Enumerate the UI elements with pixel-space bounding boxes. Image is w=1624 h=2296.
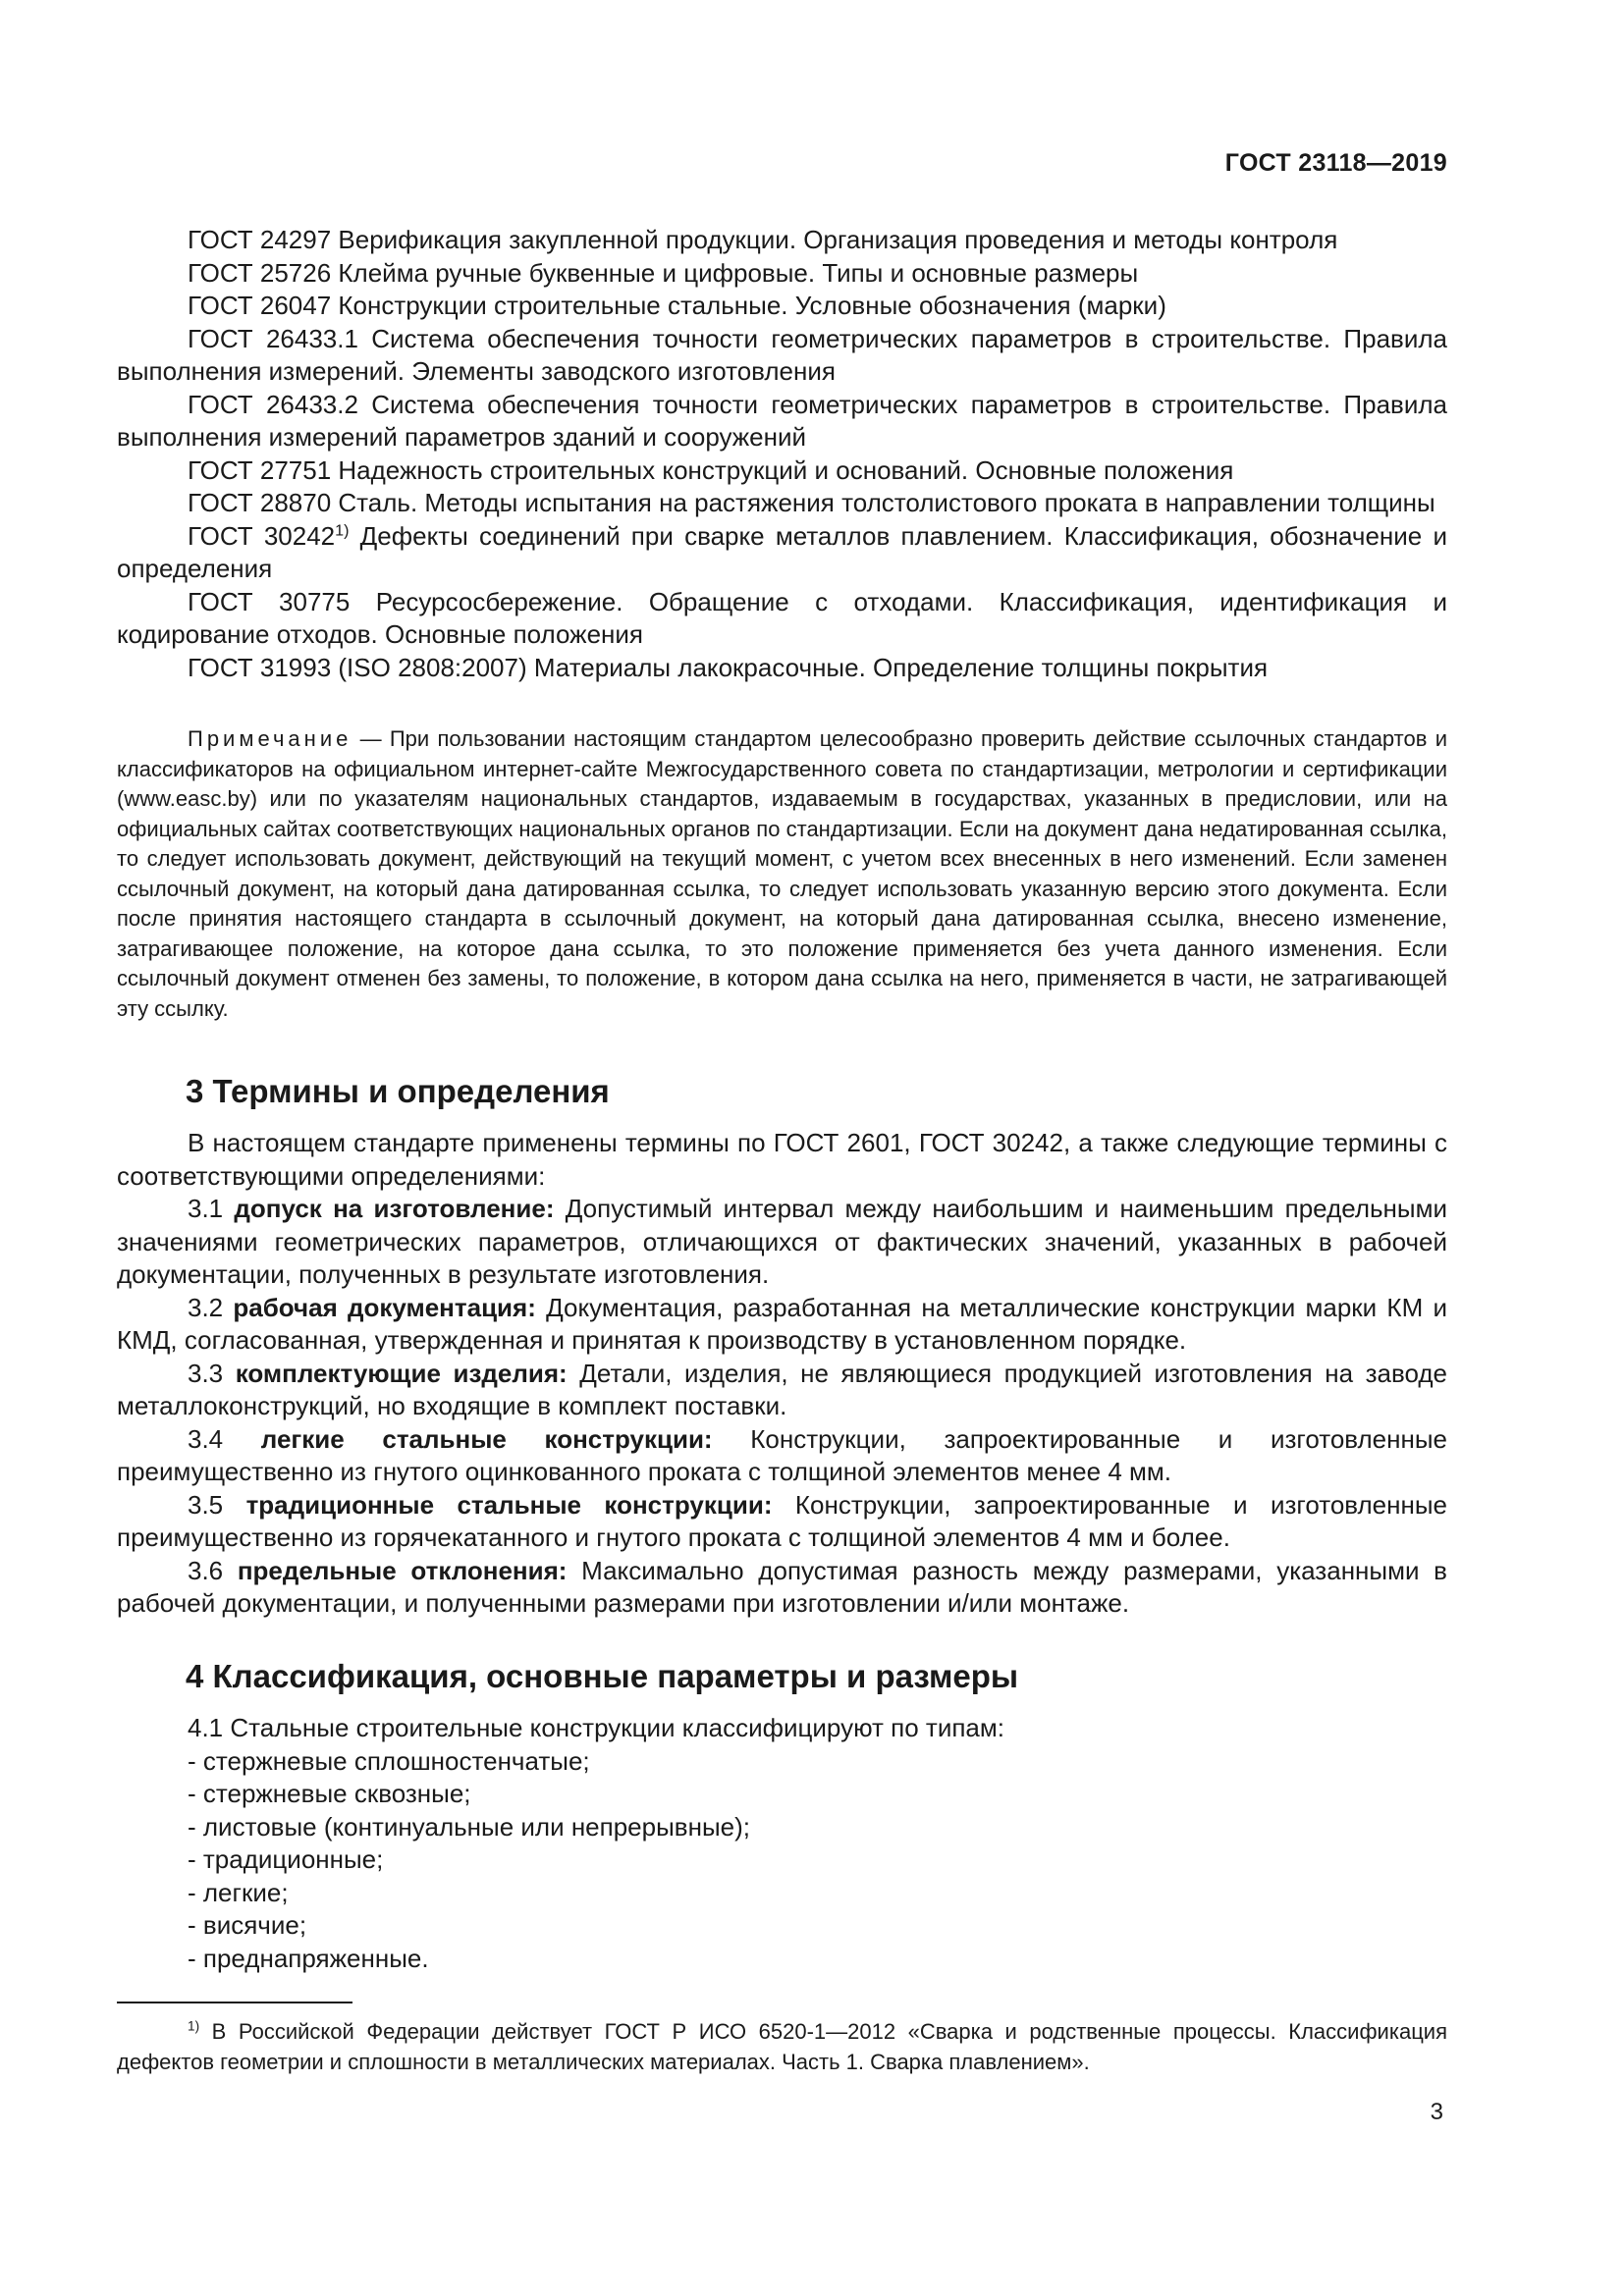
section-4-heading: 4 Классификация, основные параметры и размеры — [186, 1658, 1019, 1694]
list-item: - стержневые сплошностенчатые; — [188, 1745, 590, 1776]
reference-item: ГОСТ 25726 Клейма ручные буквенные и цифровые. Типы и основные размеры — [188, 257, 1139, 288]
document-code-header: ГОСТ 23118—2019 — [1224, 149, 1447, 177]
reference-item: ГОСТ 27751 Надежность строительных конструкций и оснований. Основные положения — [188, 454, 1234, 485]
footnote-mark: 1) — [188, 2018, 200, 2034]
list-item: - висячие; — [188, 1910, 307, 1940]
term-definition: 3.1 допуск на изготовление: Допустимый интервал между наибольшим и наименьшим предельными значениями геометрических параметров, отличающихся от фактических значений, указанных в рабочей документации, полученных в результате изготовления. — [117, 1194, 1447, 1289]
reference-item: ГОСТ 28870 Сталь. Методы испытания на растяжения толстолистового проката в направлении толщины — [188, 488, 1435, 517]
section-3-body — [117, 1127, 1447, 1621]
term-name: рабочая документация: — [233, 1292, 536, 1322]
section-4-intro: 4.1 Стальные строительные конструкции классифицируют по типам: — [188, 1713, 1004, 1742]
note-label: Примечание — [188, 726, 352, 751]
term-name: допуск на изготовление: — [234, 1194, 555, 1223]
list-item: - преднапряженные. — [188, 1943, 429, 1973]
reference-item: ГОСТ 26433.1 Система обеспечения точности геометрических параметров в строительстве. Правила выполнения измерений. Элементы заводского изготовления — [117, 323, 1447, 386]
footnote-text: В Российской Федерации действует ГОСТ Р ИСО 6520-1—2012 «Сварка и родственные процессы. Классификация дефектов геометрии и сплошности в металлических материалах. Часть 1. Сварка плавлением». — [117, 2019, 1447, 2074]
term-definition: 3.2 рабочая документация: Документация, разработанная на металлические конструкции марки КМ и КМД, согласованная, утвержденная и принятая к производству в установленном порядке. — [117, 1292, 1447, 1355]
list-item: - стержневые сквозные; — [188, 1779, 471, 1808]
term-definition: 3.3 комплектующие изделия: Детали, изделия, не являющиеся продукцией изготовления на заводе металлоконструкций, но входящие в комплект поставки. — [117, 1358, 1447, 1420]
term-definition: 3.6 предельные отклонения: Максимально допустимая разность между размерами, указанными в рабочей документации, и полученными размерами при изготовлении и/или монтаже. — [117, 1555, 1447, 1618]
normative-references-list — [117, 224, 1447, 684]
reference-item: ГОСТ 30242$^{1)}$ Дефекты соединений при сварке металлов плавлением. Классификация, обозначение и определения — [117, 520, 1447, 583]
reference-item: ГОСТ 26433.2 Система обеспечения точности геометрических параметров в строительстве. Правила выполнения измерений параметров зданий и сооружений — [117, 389, 1447, 452]
reference-item: ГОСТ 24297 Верификация закупленной продукции. Организация проведения и методы контроля — [188, 225, 1338, 254]
footnote-separator — [117, 2002, 352, 2003]
term-name: комплектующие изделия: — [235, 1358, 568, 1388]
reference-item: ГОСТ 31993 (ISO 2808:2007) Материалы лакокрасочные. Определение толщины покрытия — [188, 652, 1269, 682]
footnote — [117, 2017, 1447, 2077]
term-definition: 3.4 легкие стальные конструкции: Конструкции, запроектированные и изготовленные преимущественно из гнутого оцинкованного проката с толщиной элементов менее 4 мм. — [117, 1423, 1447, 1486]
note-text: — При пользовании настоящим стандартом целесообразно проверить действие ссылочных стандартов и классификаторов на официальном интернет-сайте Межгосударственного совета по стандартизации, метрологии и сертификации (www.easc.by) или по указателям национальных стандартов, издаваемым в государствах, указанных в предисловии, или на официальных сайтах соответствующих национальных органов по стандартизации. Если на документ дана недатированная ссылка, то следует использовать документ, действующий на текущий момент, с учетом всех внесенных в него изменений. Если заменен ссылочный документ, на который дана датированная ссылка, то следует использовать указанную версию этого документа. Если после принятия настоящего стандарта в ссылочный документ, на который дана датированная ссылка, внесено изменение, затрагивающее положение, на которое дана ссылка, то это положение применяется без учета данного изменения. Если ссылочный документ отменен без замены, то положение, в котором дана ссылка на него, применяется в части, не затрагивающей эту ссылку. — [117, 726, 1447, 1021]
footnote-ref-mark: 1) — [335, 520, 350, 539]
term-name: предельные отклонения: — [237, 1555, 568, 1585]
section-3-intro: В настоящем стандарте применены термины по ГОСТ 2601, ГОСТ 30242, а также следующие термины с соответствующими определениями: — [117, 1128, 1447, 1191]
list-item: - традиционные; — [188, 1844, 384, 1874]
reference-item: ГОСТ 30775 Ресурсосбережение. Обращение с отходами. Классификация, идентификация и кодирование отходов. Основные положения — [117, 586, 1447, 649]
term-name: традиционные стальные конструкции: — [245, 1489, 773, 1520]
references-note — [117, 724, 1447, 1024]
page-number: 3 — [1430, 2099, 1443, 2125]
classification-list — [117, 1745, 1447, 1976]
term-name: легкие стальные конструкции: — [260, 1423, 713, 1454]
section-4-body — [117, 1712, 1447, 1975]
term-definition: 3.5 традиционные стальные конструкции: Конструкции, запроектированные и изготовленные преимущественно из горячекатанного и гнутого проката с толщиной элементов 4 мм и более. — [117, 1489, 1447, 1552]
list-item: - листовые (континуальные или непрерывные); — [188, 1811, 750, 1842]
reference-item: ГОСТ 26047 Конструкции строительные стальные. Условные обозначения (марки) — [188, 291, 1166, 320]
section-3-heading: 3 Термины и определения — [186, 1073, 610, 1109]
list-item: - легкие; — [188, 1877, 289, 1907]
